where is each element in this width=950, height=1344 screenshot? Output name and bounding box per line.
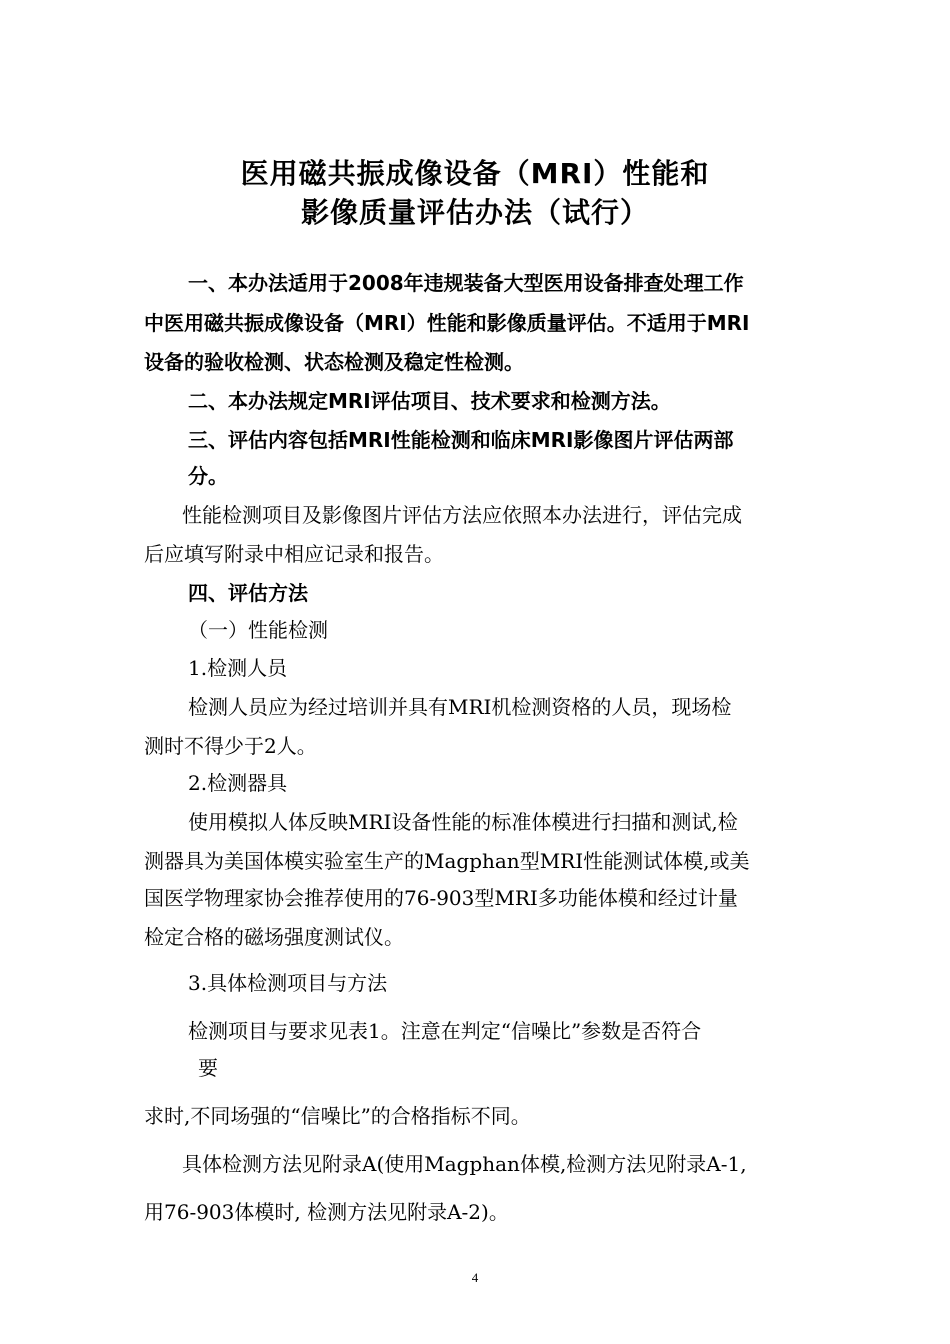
body-line: 测时不得少于2人。 bbox=[144, 734, 317, 758]
body-line: 求时,不同场强的“信噪比”的合格指标不同。 bbox=[144, 1104, 531, 1128]
page-number: 4 bbox=[471, 1270, 479, 1285]
body-line: 中医用磁共振成像设备（MRI）性能和影像质量评估。不适用于MRI bbox=[144, 311, 750, 335]
body-line: 用76-903体模时, 检测方法见附录A-2)。 bbox=[144, 1200, 509, 1224]
body-line: 国医学物理家协会推荐使用的76-903型MRI多功能体模和经过计量 bbox=[144, 886, 738, 910]
body-line: 性能检测项目及影像图片评估方法应依照本办法进行，评估完成 bbox=[182, 503, 742, 527]
section-heading: 四、评估方法 bbox=[188, 581, 308, 605]
body-line: 后应填写附录中相应记录和报告。 bbox=[144, 542, 444, 566]
body-line: 使用模拟人体反映MRI设备性能的标准体模进行扫描和测试,检 bbox=[188, 810, 738, 834]
body-line: 分。 bbox=[188, 464, 228, 488]
document-title-line-1: 医用磁共振成像设备（MRI）性能和 bbox=[240, 157, 710, 190]
body-line: 测器具为美国体模实验室生产的Magphan型MRI性能测试体模,或美 bbox=[144, 849, 750, 873]
body-line: 二、本办法规定MRI评估项目、技术要求和检测方法。 bbox=[188, 389, 671, 413]
body-line: 检测项目与要求见表1。注意在判定“信噪比”参数是否符合 bbox=[188, 1019, 702, 1043]
item-heading: 3.具体检测项目与方法 bbox=[188, 971, 388, 995]
item-heading: 2.检测器具 bbox=[188, 771, 288, 795]
subsection-heading: （一）性能检测 bbox=[188, 618, 328, 642]
item-heading: 1.检测人员 bbox=[188, 656, 288, 680]
body-line: 检测人员应为经过培训并具有MRI机检测资格的人员，现场检 bbox=[188, 695, 732, 719]
document-title-line-2: 影像质量评估办法（试行） bbox=[300, 196, 649, 229]
body-line: 一、本办法适用于2008年违规装备大型医用设备排查处理工作 bbox=[188, 271, 744, 295]
body-line: 检定合格的磁场强度测试仪。 bbox=[144, 925, 404, 949]
body-line: 要 bbox=[198, 1056, 218, 1080]
body-line: 设备的验收检测、状态检测及稳定性检测。 bbox=[144, 350, 524, 374]
body-line: 三、评估内容包括MRI性能检测和临床MRI影像图片评估两部 bbox=[188, 428, 734, 452]
body-line: 具体检测方法见附录A(使用Magphan体模,检测方法见附录A-1, bbox=[182, 1152, 747, 1176]
